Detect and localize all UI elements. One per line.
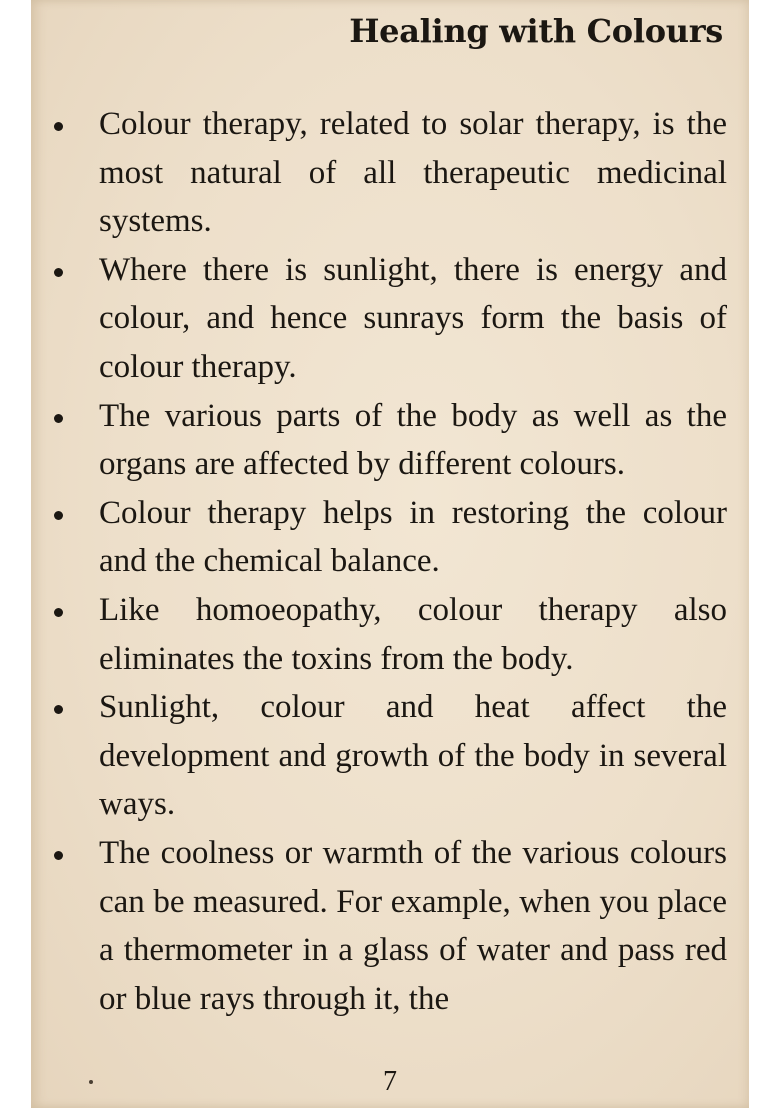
bullet-icon	[54, 705, 63, 714]
bullet-list	[31, 100, 749, 1023]
bullet-text: Where there is sunlight, there is energy and colour, and hence sunrays form the basis of colour therapy.	[99, 251, 727, 385]
bullet-text: The various parts of the body as well as the organs are affected by different colours.	[99, 397, 727, 483]
list-item	[31, 246, 749, 392]
book-page	[31, 0, 749, 1108]
list-item	[31, 392, 749, 489]
bullet-icon	[54, 268, 63, 277]
list-item	[31, 683, 749, 829]
page-number: 7	[383, 1066, 397, 1097]
list-item	[31, 489, 749, 586]
bullet-text: Sunlight, colour and heat affect the development and growth of the body in several ways.	[99, 689, 727, 823]
bullet-icon	[54, 608, 63, 617]
list-item	[31, 829, 749, 1023]
running-header: Healing with Colours	[349, 12, 723, 50]
bullet-text: Colour therapy, related to solar therapy, is the most natural of all therapeutic medicinal systems.	[99, 106, 727, 240]
bullet-text: Like homoeopathy, colour therapy also eliminates the toxins from the body.	[99, 591, 727, 677]
bullet-text: The coolness or warmth of the various colours can be measured. For example, when you place a thermometer in a glass of water and pass red or blue rays through it, the	[99, 834, 727, 1017]
bullet-icon	[54, 851, 63, 860]
bullet-icon	[54, 511, 63, 520]
bullet-icon	[54, 414, 63, 423]
list-item	[31, 586, 749, 683]
bullet-text: Colour therapy helps in restoring the colour and the chemical balance.	[99, 494, 727, 580]
list-item	[31, 100, 749, 246]
bullet-icon	[54, 122, 63, 131]
